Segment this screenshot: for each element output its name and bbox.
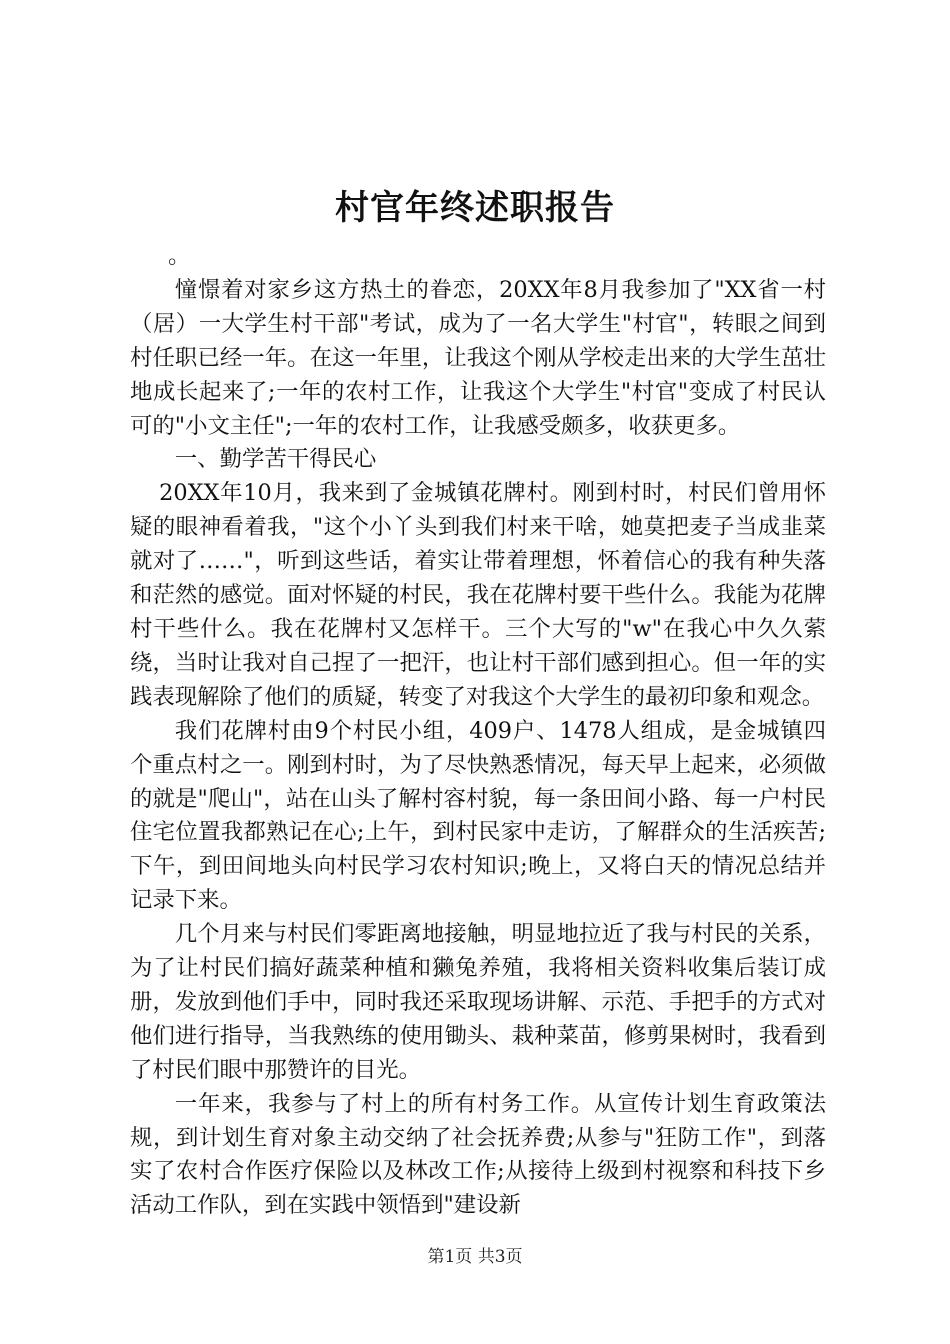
paragraph: 几个月来与村民们零距离地接触，明显地拉近了我与村民的关系，为了让村民们搞好蔬菜种植和獭兔养殖，我将相关资料收集后装订成册，发放到他们手中，同时我还采取现场讲解、示范、手把手的方式对他们进行指导，当我熟练的使用锄头、栽种菜苗，修剪果树时，我看到了村民们眼中那赞许的目光。 [130,921,826,1083]
paragraph: 一年来，我参与了村上的所有村务工作。从宣传计划生育政策法规，到计划生育对象主动交纳了社会抚养费;从参与"狂防工作"，到落实了农村合作医疗保险以及林改工作;从接待上级到村视察和科技下乡活动工作队，到在实践中领悟到"建设新 [130,1090,826,1219]
document-body [130,240,826,1223]
paragraph: 我们花牌村由9个村民小组，409户、1478人组成，是金城镇四个重点村之一。刚到村时，为了尽快熟悉情况，每天早上起来，必须做的就是"爬山"，站在山头了解村容村貌，每一条田间小路、每一户村民住宅位置我都熟记在心;上午，到村民家中走访，了解群众的生活疾苦;下午，到田间地头向村民学习农村知识;晚上，又将白天的情况总结并记录下来。 [130,717,826,914]
page-footer: 第1页 共3页 [427,1247,523,1267]
paragraph-fragment: 。 [168,243,191,269]
document-title: 村官年终述职报告 [335,188,615,228]
paragraph: 20XX年10月，我来到了金城镇花牌村。刚到村时，村民们曾用怀疑的眼神看着我，"这个小丫头到我们村来干啥，她莫把麦子当成韭菜就对了……"，听到这些话，着实让带着理想，怀着信心的我有种失落和茫然的感觉。面对怀疑的村民，我在花牌村要干些什么。我能为花牌村干些什么。我在花牌村又怎样干。三个大写的"w"在我心中久久萦绕，当时让我对自己捏了一把汗，也让村干部们感到担心。但一年的实践表现解除了他们的质疑，转变了对我这个大学生的最初印象和观念。 [130,480,826,710]
section-heading: 一、勤学苦干得民心 [174,446,377,473]
paragraph: 憧憬着对家乡这方热土的眷恋，20XX年8月我参加了"XX省一村（居）一大学生村干部"考试，成为了一名大学生"村官"，转眼之间到村任职已经一年。在这一年里，让我这个刚从学校走出来的大学生茁壮地成长起来了;一年的农村工作，让我这个大学生"村官"变成了村民认可的"小文主任";一年的农村工作，让我感受颇多，收获更多。 [130,276,826,439]
